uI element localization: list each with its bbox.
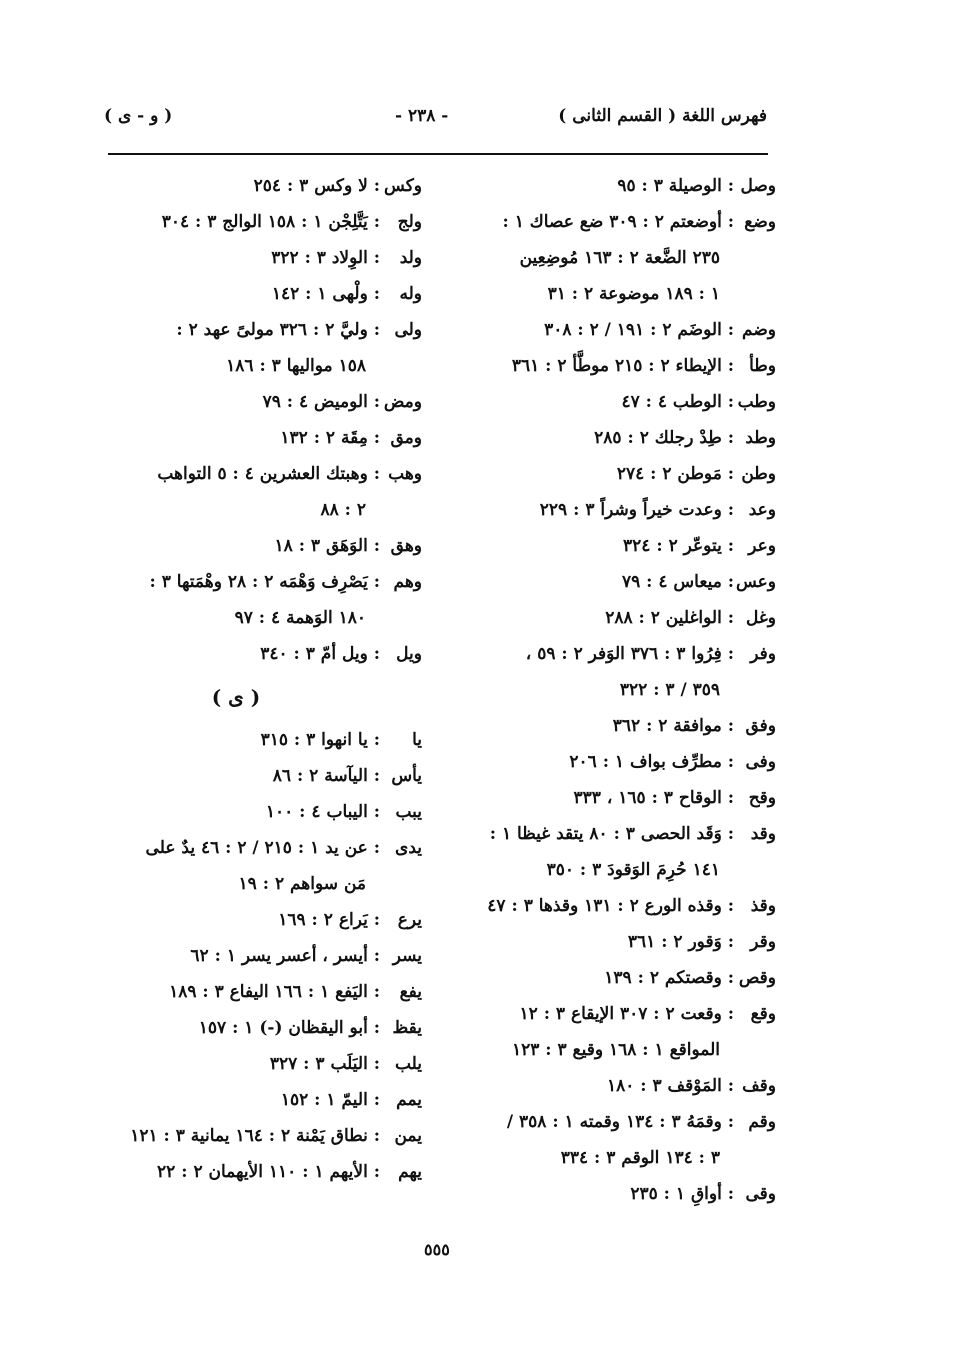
entry-references bbox=[110, 384, 380, 420]
index-entry bbox=[468, 1176, 776, 1212]
entry-references bbox=[468, 888, 734, 924]
index-entry bbox=[110, 902, 422, 938]
entry-references bbox=[468, 816, 734, 888]
entry-line: : الوِلاد ٣ : ٣٢٢ bbox=[271, 248, 380, 268]
entry-root-word: يفع bbox=[399, 982, 422, 1002]
entry-references bbox=[468, 708, 734, 744]
entry-references bbox=[110, 240, 380, 276]
entry-references bbox=[110, 830, 380, 902]
index-entry bbox=[468, 960, 776, 996]
entry-root-word: وقع bbox=[750, 1004, 776, 1024]
index-entry bbox=[110, 276, 422, 312]
entry-line: : وعدت خيراً وشراً ٣ : ٢٢٩ bbox=[539, 500, 734, 520]
entry-references bbox=[468, 1176, 734, 1212]
entry-line: : لا وكس ٣ : ٢٥٤ bbox=[253, 176, 380, 196]
index-entry bbox=[468, 384, 776, 420]
entry-root-word: ومق bbox=[390, 428, 422, 448]
entry-references bbox=[110, 204, 380, 240]
entry-references bbox=[110, 902, 380, 938]
entry-line: : الوضَم ٢ : ١٩١ / ٢ : ٣٠٨ bbox=[544, 320, 734, 340]
entry-root-word: يلب bbox=[394, 1054, 422, 1074]
entry-continuation-line: ١ : ١٨٩ موضوعة ٢ : ٣١ bbox=[547, 284, 720, 304]
index-entry bbox=[468, 1068, 776, 1104]
entry-root-word: وقم bbox=[748, 1112, 776, 1132]
entry-root-word: وقى bbox=[745, 1184, 776, 1204]
entry-root-word: يهم bbox=[398, 1162, 422, 1182]
entry-references bbox=[110, 974, 380, 1010]
index-entry bbox=[110, 1154, 422, 1190]
entry-root-word: وفق bbox=[745, 716, 776, 736]
entry-continuation-line: مَن سواهم ٢ : ١٩ bbox=[238, 874, 366, 894]
entry-references bbox=[468, 528, 734, 564]
entry-line: : الوصيلة ٣ : ٩٥ bbox=[617, 176, 734, 196]
entry-continuation-line: ١٤١ حُرِمَ الوَقودَ ٣ : ٣٥٠ bbox=[546, 860, 720, 880]
entry-line: : وقذه الورع ٢ : ١٣١ وقذها ٣ : ٤٧ bbox=[487, 896, 734, 916]
entry-references bbox=[110, 794, 380, 830]
letter-range: ( و - ى ) bbox=[104, 106, 173, 126]
index-entry bbox=[110, 564, 422, 636]
index-entry bbox=[468, 780, 776, 816]
entry-references bbox=[110, 276, 380, 312]
entry-line: : اليباب ٤ : ١٠٠ bbox=[265, 802, 380, 822]
index-entry bbox=[110, 974, 422, 1010]
index-entry bbox=[110, 636, 422, 672]
entry-references bbox=[468, 204, 734, 312]
entry-line: : ميعاس ٤ : ٧٩ bbox=[621, 572, 734, 592]
index-entry bbox=[110, 1046, 422, 1082]
header-rule bbox=[108, 153, 768, 155]
index-entry bbox=[468, 420, 776, 456]
entry-line: : ولْهى ١ : ١٤٢ bbox=[271, 284, 380, 304]
entry-references bbox=[468, 924, 734, 960]
entry-line: : عن يد ١ : ٢١٥ / ٢ : ٤٦ يدٌ على bbox=[145, 838, 380, 858]
entry-line: : أوضعتم ٢ : ٣٠٩ ضع عصاك ١ : bbox=[502, 212, 734, 232]
entry-line: : اليمّ ١ : ١٥٢ bbox=[280, 1090, 380, 1110]
entry-line: : يَراع ٢ : ١٦٩ bbox=[278, 910, 380, 930]
entry-root-word: ولج bbox=[397, 212, 422, 232]
entry-root-word: وقص bbox=[738, 968, 776, 988]
index-entry bbox=[110, 168, 422, 204]
index-entry bbox=[468, 924, 776, 960]
entry-references bbox=[468, 996, 734, 1068]
index-entry bbox=[110, 794, 422, 830]
entry-root-word: ويل bbox=[396, 644, 422, 664]
entry-references bbox=[110, 938, 380, 974]
entry-line: : وقمَهُ ٣ : ١٣٤ وقمته ١ : ٣٥٨ / bbox=[506, 1112, 734, 1132]
index-entry bbox=[468, 528, 776, 564]
entry-line: : ويل أمّ ٣ : ٣٤٠ bbox=[260, 644, 380, 664]
index-entry bbox=[468, 312, 776, 348]
entry-references bbox=[110, 1010, 380, 1046]
entry-root-word: يسر bbox=[392, 946, 422, 966]
index-entry bbox=[468, 708, 776, 744]
entry-root-word: يبب bbox=[395, 802, 422, 822]
entry-line: : أواقِ ١ : ٢٣٥ bbox=[630, 1184, 734, 1204]
entry-references bbox=[468, 348, 734, 384]
index-entry bbox=[468, 744, 776, 780]
entry-references bbox=[110, 420, 380, 456]
index-entry bbox=[110, 1010, 422, 1046]
entry-root-word: ولى bbox=[394, 320, 422, 340]
entry-references bbox=[110, 312, 380, 384]
entry-root-word: وقذ bbox=[750, 896, 776, 916]
index-entry bbox=[468, 168, 776, 204]
entry-references bbox=[110, 564, 380, 636]
entry-continuation-line: ٣٥٩ / ٣ : ٣٢٢ bbox=[619, 680, 720, 700]
index-entry bbox=[468, 600, 776, 636]
index-column-right bbox=[468, 168, 776, 1212]
entry-references bbox=[468, 168, 734, 204]
entry-root-word: وقد bbox=[750, 824, 776, 844]
entry-references bbox=[468, 564, 734, 600]
entry-root-word: وفى bbox=[745, 752, 776, 772]
entry-line: : وهبتك العشرين ٤ : ٥ التواهب bbox=[157, 464, 380, 484]
entry-line: : الواغلين ٢ : ٢٨٨ bbox=[605, 608, 734, 628]
entry-line: : مطرِّف بواف ١ : ٢٠٦ bbox=[569, 752, 734, 772]
entry-root-word: وفر bbox=[750, 644, 776, 664]
entry-line: : يا انهوا ٣ : ٣١٥ bbox=[260, 730, 380, 750]
entry-references bbox=[468, 960, 734, 996]
entry-root-word: يمن bbox=[394, 1126, 422, 1146]
entry-line: : أيسر ، أعسر يسر ١ : ٦٢ bbox=[190, 946, 380, 966]
index-entry bbox=[110, 1118, 422, 1154]
index-entry bbox=[468, 636, 776, 708]
footer-page-number: ٥٥٥ bbox=[424, 1240, 450, 1259]
index-entry bbox=[110, 312, 422, 384]
entry-line: : موافقة ٢ : ٣٦٢ bbox=[612, 716, 734, 736]
entry-root-word: يا bbox=[412, 730, 422, 750]
index-entry bbox=[468, 564, 776, 600]
entry-line: : الوطب ٤ : ٤٧ bbox=[621, 392, 734, 412]
entry-line: : الوَهَق ٣ : ١٨ bbox=[274, 536, 380, 556]
entry-root-word: يرع bbox=[397, 910, 422, 930]
entry-continuation-line: ٣ : ١٣٤ الوقم ٣ : ٣٣٤ bbox=[560, 1148, 720, 1168]
entry-line: : وليَّ ٢ : ٣٢٦ مولىً عهد ٢ : bbox=[176, 320, 380, 340]
entry-line: : طِدْ رجلك ٢ : ٢٨٥ bbox=[594, 428, 734, 448]
running-title: فهرس اللغة ( القسم الثانى ) bbox=[558, 106, 767, 126]
entry-root-word: وكس bbox=[384, 176, 422, 196]
index-entry bbox=[110, 384, 422, 420]
index-entry bbox=[468, 1104, 776, 1176]
entry-references bbox=[110, 1082, 380, 1118]
entry-references bbox=[468, 384, 734, 420]
entry-root-word: ومض bbox=[383, 392, 422, 412]
index-entry bbox=[110, 722, 422, 758]
entry-root-word: وعر bbox=[748, 536, 776, 556]
entry-root-word: وله bbox=[399, 284, 422, 304]
entry-references bbox=[110, 528, 380, 564]
entry-line: : يَصْرِف وَهْمَه ٢ : ٢٨ وهْمَتها ٣ : bbox=[149, 572, 380, 592]
index-entry bbox=[110, 420, 422, 456]
entry-references bbox=[468, 780, 734, 816]
entry-line: : وقصتكم ٢ : ١٣٩ bbox=[604, 968, 734, 988]
entry-line: : مَوطن ٢ : ٢٧٤ bbox=[616, 464, 734, 484]
entry-references bbox=[468, 600, 734, 636]
entry-references bbox=[110, 1118, 380, 1154]
entry-root-word: وطد bbox=[745, 428, 776, 448]
entry-line: : مِقَة ٢ : ١٣٢ bbox=[280, 428, 380, 448]
entry-references bbox=[468, 492, 734, 528]
entry-root-word: وقف bbox=[742, 1076, 776, 1096]
entry-root-word: ولد bbox=[399, 248, 422, 268]
page-number-header: - ٢٣٨ - bbox=[395, 106, 449, 126]
entries-waw-continued bbox=[110, 168, 422, 672]
index-column-left bbox=[110, 168, 422, 1190]
entries-ya bbox=[110, 722, 422, 1190]
entry-references bbox=[468, 636, 734, 708]
entry-root-word: وعس bbox=[735, 572, 776, 592]
entry-references bbox=[110, 758, 380, 794]
entry-references bbox=[110, 456, 380, 528]
index-entry bbox=[110, 758, 422, 794]
entry-references bbox=[468, 1104, 734, 1176]
index-entry bbox=[468, 996, 776, 1068]
entry-line: : وَقور ٢ : ٣٦١ bbox=[627, 932, 734, 952]
entry-line: : الأيهم ١ : ١١٠ الأيهمان ٢ : ٢٢ bbox=[157, 1162, 380, 1182]
entry-root-word: وضم bbox=[742, 320, 776, 340]
entry-root-word: وقر bbox=[750, 932, 776, 952]
entry-root-word: وغل bbox=[746, 608, 776, 628]
entry-line: : أبو اليقظان (-) ١ : ١٥٧ bbox=[198, 1018, 380, 1038]
entry-line: : المَوْقف ٣ : ١٨٠ bbox=[606, 1076, 734, 1096]
entry-continuation-line: ١٥٨ مواليها ٣ : ١٨٦ bbox=[226, 356, 366, 376]
entry-references bbox=[110, 722, 380, 758]
index-entry bbox=[110, 1082, 422, 1118]
index-entry bbox=[468, 456, 776, 492]
entry-root-word: يقظ bbox=[392, 1018, 422, 1038]
entry-references bbox=[468, 420, 734, 456]
entry-line: : يَتَّلِجْن ١ : ١٥٨ الوالج ٣ : ٣٠٤ bbox=[161, 212, 380, 232]
entry-line: : فِرُوا ٣ : ٣٧٦ الوَفر ٢ : ٥٩ ، bbox=[525, 644, 734, 664]
entry-line: : اليَلَب ٣ : ٣٢٧ bbox=[269, 1054, 380, 1074]
entry-references bbox=[468, 1068, 734, 1104]
entry-line: : نطاق يَمْنة ٢ : ١٦٤ يمانية ٣ : ١٢١ bbox=[130, 1126, 380, 1146]
entry-line: : يتوعّر ٢ : ٣٢٤ bbox=[623, 536, 734, 556]
index-entry bbox=[468, 348, 776, 384]
section-heading-ya: ( ى ) bbox=[211, 685, 261, 709]
entry-line: : الوقاح ٣ : ١٦٥ ، ٣٣٣ bbox=[573, 788, 734, 808]
entry-references bbox=[468, 312, 734, 348]
entry-root-word: وطأ bbox=[749, 356, 776, 376]
index-entry bbox=[110, 938, 422, 974]
entry-root-word: يمم bbox=[396, 1090, 422, 1110]
entry-line: : اليَفع ١ : ١٦٦ اليفاع ٣ : ١٨٩ bbox=[169, 982, 380, 1002]
index-entry bbox=[468, 492, 776, 528]
entry-root-word: وعد bbox=[748, 500, 776, 520]
entry-line: : وقعت ٢ : ٣٠٧ الإيقاع ٣ : ١٢ bbox=[519, 1004, 734, 1024]
entry-line: : الوميض ٤ : ٧٩ bbox=[262, 392, 380, 412]
entry-references bbox=[110, 636, 380, 672]
index-entry bbox=[468, 204, 776, 312]
entry-line: : اليآسة ٢ : ٨٦ bbox=[272, 766, 380, 786]
entry-line: : الإيطاء ٢ : ٢١٥ موطَّأ ٢ : ٣٦١ bbox=[511, 356, 734, 376]
entry-root-word: يدى bbox=[395, 838, 422, 858]
index-entry bbox=[110, 830, 422, 902]
entry-root-word: وقح bbox=[748, 788, 776, 808]
entry-continuation-line: ١٨٠ الوَهمة ٤ : ٩٧ bbox=[234, 608, 366, 628]
entry-root-word: وهق bbox=[390, 536, 422, 556]
index-entry bbox=[468, 888, 776, 924]
entry-references bbox=[110, 1154, 380, 1190]
entry-continuation-line: ٢٣٥ الضَّعة ٢ : ١٦٣ مُوضِعِين bbox=[519, 248, 720, 268]
entry-continuation-line: ٢ : ٨٨ bbox=[320, 500, 366, 520]
entry-references bbox=[110, 1046, 380, 1082]
entry-root-word: وطن bbox=[741, 464, 776, 484]
entry-root-word: وضع bbox=[744, 212, 776, 232]
index-entry bbox=[110, 240, 422, 276]
entry-root-word: يأس bbox=[391, 766, 422, 786]
entry-continuation-line: المواقع ١ : ١٦٨ وقيع ٣ : ١٢٣ bbox=[511, 1040, 720, 1060]
index-entry bbox=[110, 204, 422, 240]
entry-references bbox=[110, 168, 380, 204]
index-entry bbox=[468, 816, 776, 888]
entry-root-word: وصل bbox=[740, 176, 776, 196]
index-entry bbox=[110, 456, 422, 528]
entry-references bbox=[468, 744, 734, 780]
entry-root-word: وطب bbox=[737, 392, 776, 412]
entry-references bbox=[468, 456, 734, 492]
index-entry bbox=[110, 528, 422, 564]
entry-line: : وَقَد الحصى ٣ : ٨٠ يتقد غيظا ١ : bbox=[489, 824, 734, 844]
entry-root-word: وهب bbox=[388, 464, 422, 484]
entry-root-word: وهم bbox=[393, 572, 422, 592]
